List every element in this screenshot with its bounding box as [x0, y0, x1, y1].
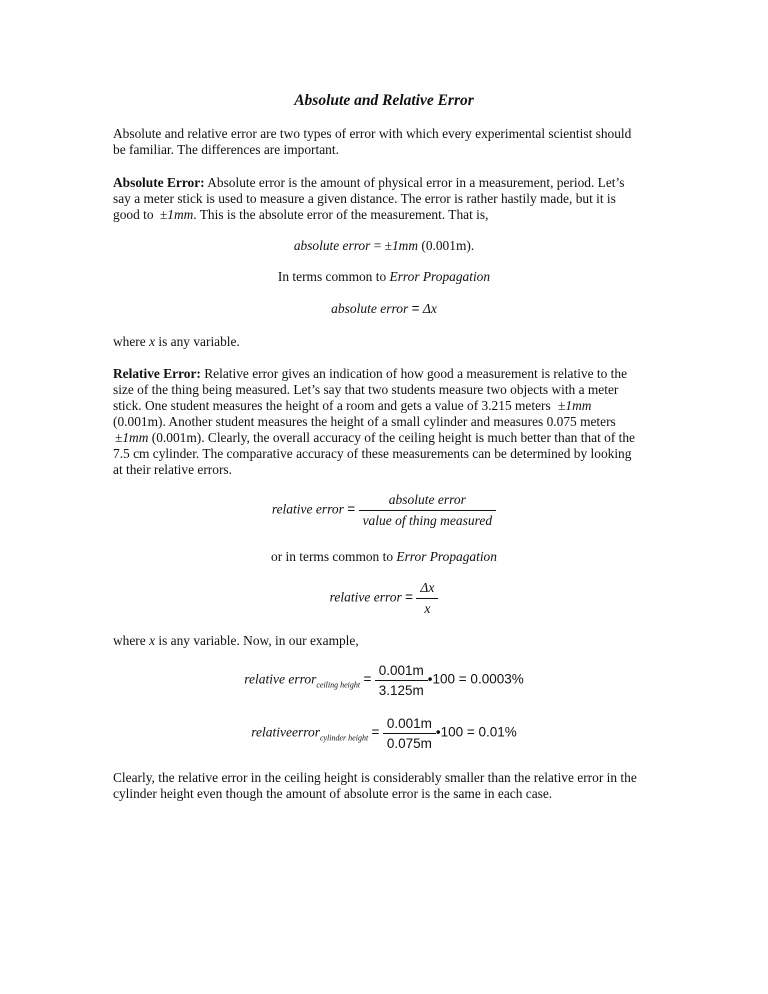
relative-error-heading: Relative Error:: [113, 366, 201, 381]
eq6-op: =: [371, 724, 380, 740]
equation-cylinder-height: [0, 716, 768, 751]
eq5-result: •100 = 0.0003%: [427, 671, 524, 687]
relative-error-text-3: (0.001m). Clearly, the overall accuracy of the ceiling height is much better than that of the 7.5 cm cylinder. The comparative accuracy of these measurements can be determined by looking at their relative errors.: [113, 430, 636, 477]
where1-x: x: [149, 334, 156, 349]
eq5-numerator: 0.001m: [375, 663, 428, 681]
eq3-numerator: absolute error: [359, 492, 497, 511]
eq3-denominator: value of thing measured: [362, 513, 493, 528]
eq5-lhs: relative error: [244, 671, 317, 687]
relative-error-value-2: ±1mm: [115, 430, 149, 445]
where-line-2: [113, 633, 643, 649]
absolute-error-text-end: . This is the absolute error of the measurement. That is,: [193, 207, 489, 222]
eq4-numerator: Δx: [416, 580, 438, 599]
where1-a: where: [113, 334, 146, 349]
terms1-text: In terms common to: [277, 269, 387, 284]
relative-error-text-1: Relative error gives an indication of how good a measurement is relative to the size of the thing being measured. Let’s say that two students measure two objects with a meter stick. One student measures the height of a room and gets a value of 3.215 meters: [113, 366, 628, 413]
eq2-lhs: absolute error: [331, 301, 409, 316]
eq2-rhs: Δx: [422, 301, 437, 316]
absolute-error-value: ±1mm: [159, 207, 194, 222]
eq5-denominator: 3.125m: [378, 683, 424, 698]
eq3-fraction: [359, 492, 497, 529]
eq6-fraction: [383, 716, 436, 751]
eq5-op: =: [363, 671, 372, 687]
terms2-link: Error Propagation: [396, 549, 497, 564]
eq1-lhs: absolute error: [293, 238, 371, 253]
eq3-op: =: [347, 501, 356, 517]
equation-absolute-delta: [0, 301, 768, 317]
eq1-val: ±1mm: [384, 238, 418, 253]
where-line-1: [113, 334, 643, 350]
equation-absolute-value: [0, 238, 768, 254]
intro-paragraph: Absolute and relative error are two types of error with which every experimental scientist should be familiar. The differences are important.: [113, 126, 632, 157]
equation-relative-delta: [0, 580, 768, 617]
eq2-op: =: [411, 301, 420, 316]
absolute-error-paragraph: [113, 175, 643, 223]
eq5-subscript: ceiling height: [316, 680, 361, 690]
where2-a: where: [113, 633, 146, 648]
eq6-denominator: 0.075m: [386, 736, 432, 751]
eq6-lhs: relativeerror: [251, 724, 320, 740]
equation-relative-definition: [0, 492, 768, 529]
eq5-fraction: [375, 663, 428, 698]
eq4-fraction: [416, 580, 438, 617]
eq6-result: •100 = 0.01%: [435, 724, 517, 740]
eq4-op: =: [405, 589, 414, 605]
eq4-lhs: relative error: [329, 589, 402, 605]
page-title: Absolute and Relative Error: [294, 92, 474, 109]
eq1-paren: (0.001m).: [421, 238, 475, 253]
eq6-subscript: cylinder height: [319, 733, 369, 743]
eq6-numerator: 0.001m: [383, 716, 436, 734]
eq4-denominator: x: [424, 601, 431, 616]
absolute-error-heading: Absolute Error:: [113, 175, 205, 190]
where2-b: is any variable. Now, in our example,: [158, 633, 359, 648]
absolute-error-text: Absolute error is the amount of physical error in a measurement, period. Let’s say a meter stick is used to measure a given distance. The error is rather hastily made, but it is good to: [113, 175, 625, 222]
terms-line-1: [0, 269, 768, 285]
relative-error-paragraph: [113, 366, 643, 478]
terms1-link: Error Propagation: [389, 269, 491, 284]
terms2-text: or in terms common to: [271, 549, 394, 564]
relative-error-value-1: ±1mm: [558, 398, 592, 413]
relative-error-text-2: (0.001m). Another student measures the height of a small cylinder and measures 0.075 meters: [113, 414, 616, 429]
where2-x: x: [149, 633, 156, 648]
terms-line-2: [0, 549, 768, 565]
equation-ceiling-height: [0, 663, 768, 698]
eq1-op: =: [373, 238, 382, 253]
where1-b: is any variable.: [158, 334, 240, 349]
conclusion-paragraph: Clearly, the relative error in the ceiling height is considerably smaller than the relative error in the cylinder height even though the amount of absolute error is the same in each case.: [113, 770, 637, 801]
eq3-lhs: relative error: [271, 501, 344, 517]
